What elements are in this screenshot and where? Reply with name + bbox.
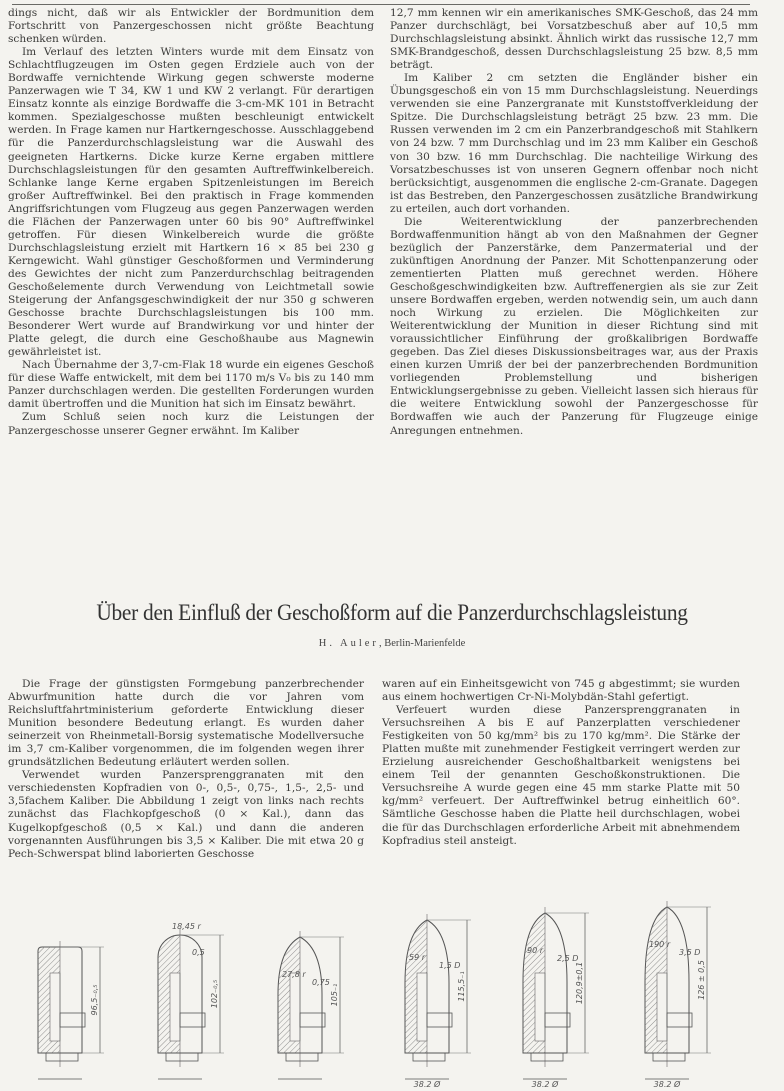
paragraph: Verwendet wurden Panzersprenggranaten mit den verschiedensten Kopfradien von 0-, 0,5-, 0,75-, 1,5-, 2,5- und 3,5fachem Kaliber. Die Abbildung 1 zeigt von links nach rechts zunächst das Flachkopfgeschoß (0 × Kal.), dann das Kugelkopfgeschoß (0,5 × Kal.) und dann die anderen vorgenannten Ausführungen bis 3,5 × Kaliber. Die mit etwa 20 g Pech-Schwerspat blind laborierten Geschosse [8,769,364,860]
author-location: , Berlin-Marienfelde [378,638,466,649]
base-plug [531,1053,563,1061]
paragraph: Die Frage der günstigsten Formgebung panzerbrechender Abwurfmunition hatte durch die vor Jahren vom Reichsluftfahrtministerium geforderte Entwicklung dieser Munition besondere Bedeutung erlangt. Es wurden daher seinerzeit von Rheinmetall-Borsig systematische Modellversuche im 3,7 cm-Kaliber vorgenommen, die im folgenden wegen ihrer grundsätzlichen Bedeutung erläutert werden sollen. [8,678,364,769]
figure-projectile-drawings [0,895,784,1087]
previous-article-right-column [390,7,758,438]
article-byline [0,638,784,649]
diameter-label: 38,2 Ø [531,1080,559,1087]
base-plug [286,1053,318,1061]
cavity [290,973,300,1041]
projectile-drawing [405,914,471,1087]
diameter-label: 38,2 Ø [653,1080,681,1087]
base-plug [46,1053,78,1061]
length-label: 105₋₁ [330,983,339,1007]
cavity [657,973,667,1041]
projectile-drawings-svg [0,895,784,1087]
length-label: 115,5₋₁ [457,971,466,1002]
paragraph: Die Weiterentwicklung der panzerbrechenden Bordwaffenmunition hängt ab von den Maßnahmen der Gegner bezüglich der Panzerstärke, dem Panzermaterial und der zukünftigen Anordnung der Panzer. Mit Schottenpanzerung oder zementierten Platten muß gerechnet werden. Höhere Geschoßgeschwindigkeiten bzw. Auftreffenergien als sie zur Zeit unsere Bordwaffen ergeben, werden notwendig sein, um auch dann noch Wirkung zu erzielen. Die Möglichkeiten zur Weiterentwicklung der Munition in dieser Richtung sind mit voraussichtlicher Einführung der großkalibrigen Bordwaffe gegeben. Das Ziel dieses Diskussionsbeitrages war, aus der Praxis einen kurzen Umriß der bei der panzerbrechenden Bordmunition vorliegenden Problemstellung und bisherigen Entwicklungsergebnisse zu geben. Vielleicht lassen sich hieraus für die weitere Entwicklung sowohl der Panzergeschosse für Bordwaffen wie auch der Panzerung für Flugzeuge einige Anregungen entnehmen. [390,215,758,437]
cavity [417,973,427,1041]
caliber-label: 0,5 [192,948,205,957]
radius-label: 190 r [649,940,671,949]
cavity [535,973,545,1041]
previous-article-left-column [8,7,374,438]
caliber-label: 3,5 D [679,948,701,957]
paragraph: Nach Übernahme der 3,7-cm-Flak 18 wurde ein eigenes Geschoß für diese Waffe entwickelt, mit dem bei 1170 m/s V₀ bis zu 140 mm Panzer durchschlagen werden. Die gestellten Forderungen wurden damit übertroffen und die Munition hat sich im Einsatz bewährt. [8,359,374,411]
base-plug [413,1053,445,1061]
paragraph: waren auf ein Einheitsgewicht von 745 g abgestimmt; sie wurden aus einem hochwertigen Cr-Ni-Molybdän-Stahl gefertigt. [382,678,740,704]
paragraph: Zum Schluß seien noch kurz die Leistungen der Panzergeschosse unserer Gegner erwähnt. Im Kaliber [8,411,374,437]
projectile-drawing [38,941,104,1079]
article-left-column [8,678,364,861]
length-label: 102₋₀,₅ [210,979,219,1009]
paragraph: Verfeuert wurden diese Panzersprenggranaten in Versuchsreihen A bis E auf Panzerplatten verschiedener Festigkeiten von 50 kg/mm² bis zu 170 kg/mm². Die Stärke der Platten mußte mit zunehmender Festigkeit verringert werden zur Erzielung ausreichender Geschoßhaltbarkeit wenigstens bei einem Teil der genannten Geschoßkonstruktionen. Die Versuchsreihe A wurde gegen eine 45 mm starke Platte mit 50 kg/mm² verfeuert. Der Auftreffwinkel betrug einheitlich 60°. Sämtliche Geschosse haben die Platte heil durchschlagen, wobei die für das Durchschlagen erforderliche Arbeit mit abnehmendem Kopfradius steil ansteigt. [382,704,740,847]
length-label: 126 ± 0,5 [697,960,706,1000]
projectile-drawing [523,907,589,1087]
diameter-label: 38,2 Ø [413,1080,441,1087]
author-name: H. Auler [318,638,379,649]
radius-label: 59 r [409,953,426,962]
radius-label: 27,8 r [282,970,306,979]
length-label: 96,5₋₀,₅ [90,984,99,1016]
cavity [170,973,180,1041]
base-plug [166,1053,198,1061]
paragraph: Im Kaliber 2 cm setzten die Engländer bisher ein Übungsgeschoß ein von 15 mm Durchschlagsleistung. Neuerdings verwenden sie eine Panzergranate mit Kunststoffverkleidung der Spitze. Die Durchschlagsleistung beträgt 25 bzw. 23 mm. Die Russen verwenden im 2 cm ein Panzerbrandgeschoß mit Stahlkern von 24 bzw. 7 mm Durchschlag und im 23 mm Kaliber ein Geschoß von 30 bzw. 16 mm Durchschlag. Die nachteilige Wirkung des Vorsatzbeschusses ist von unseren Gegnern offenbar noch nicht berücksichtigt, ausgenommen die englische 2-cm-Granate. Dagegen ist das Bestreben, den Panzergeschossen zusätzliche Brandwirkung zu erteilen, auch dort vorhanden. [390,72,758,215]
length-label: 120,9±0,1 [575,961,584,1005]
caliber-label: 1,5 D [439,961,461,970]
paragraph: Im Verlauf des letzten Winters wurde mit dem Einsatz von Schlachtflugzeugen im Osten gegen Erdziele auch von der Bordwaffe vernichtende Wirkung gegen schwerste moderne Panzerwagen wie T 34, KW 1 und KW 2 verlangt. Für derartigen Einsatz konnte als einzige Bordwaffe die 3-cm-MK 101 in Betracht kommen. Spezialgeschosse mußten beschleunigt entwickelt werden. In Frage kamen nur Hartkerngeschosse. Ausschlaggebend für die Panzerdurchschlagsleistung war die Auswahl des geeigneten Hartkerns. Dicke kurze Kerne ergaben mittlere Durchschlagsleistungen für den gesamten Auftreffwinkelbereich. Schlanke lange Kerne ergaben Spitzenleistungen im Bereich großer Auftreffwinkel. Bei den praktisch in Frage kommenden Angriffsrichtungen vom Flugzeug aus gegen Panzerwagen werden die Flächen der Panzerwagen unter 60 bis 90° Auftreffwinkel getroffen. Für diesen Winkelbereich wurde die größte Durchschlagsleistung erzielt mit Hartkern 16 × 85 bei 230 g Kerngewicht. Wahl günstiger Geschoßformen und Verminderung des Gewichtes der nicht zum Panzerdurchschlag beitragenden Geschoßelemente durch Verwendung von Leichtmetall sowie Steigerung der Anfangsgeschwindigkeit der nur 350 g schweren Geschosse brachte Durchschlagsleistungen bis 100 mm. Besonderer Wert wurde auf Brandwirkung vor und hinter der Platte gelegt, die durch eine Geschoßhaube aus Magnewin gewährleistet ist. [8,46,374,359]
header-rule [12,4,750,5]
projectile-drawing [278,931,344,1079]
caliber-label: 0,75 [312,978,330,987]
cavity [50,973,60,1041]
article-title: Über den Einfluß der Geschoßform auf die Panzerdurchschlagsleistung [96,600,688,625]
article-right-column [382,678,740,848]
paragraph: 12,7 mm kennen wir ein amerikanisches SMK-Geschoß, das 24 mm Panzer durchschlägt, bei Vorsatzbeschuß aber auf 10,5 mm Durchschlagsleistung absinkt. Ähnlich wirkt das russische 12,7 mm SMK-Brandgeschoß, dessen Durchschlagsleistung 25 bzw. 8,5 mm beträgt. [390,7,758,72]
projectile-drawing [158,922,224,1079]
radius-label: 18,45 r [172,922,201,931]
paragraph: dings nicht, daß wir als Entwickler der Bordmunition dem Fortschritt von Panzergeschossen nicht größte Beachtung schenken würden. [8,7,374,46]
caliber-label: 2,5 D [557,954,579,963]
radius-label: 90 r [527,946,544,955]
projectile-drawing [645,901,711,1087]
base-plug [653,1053,685,1061]
